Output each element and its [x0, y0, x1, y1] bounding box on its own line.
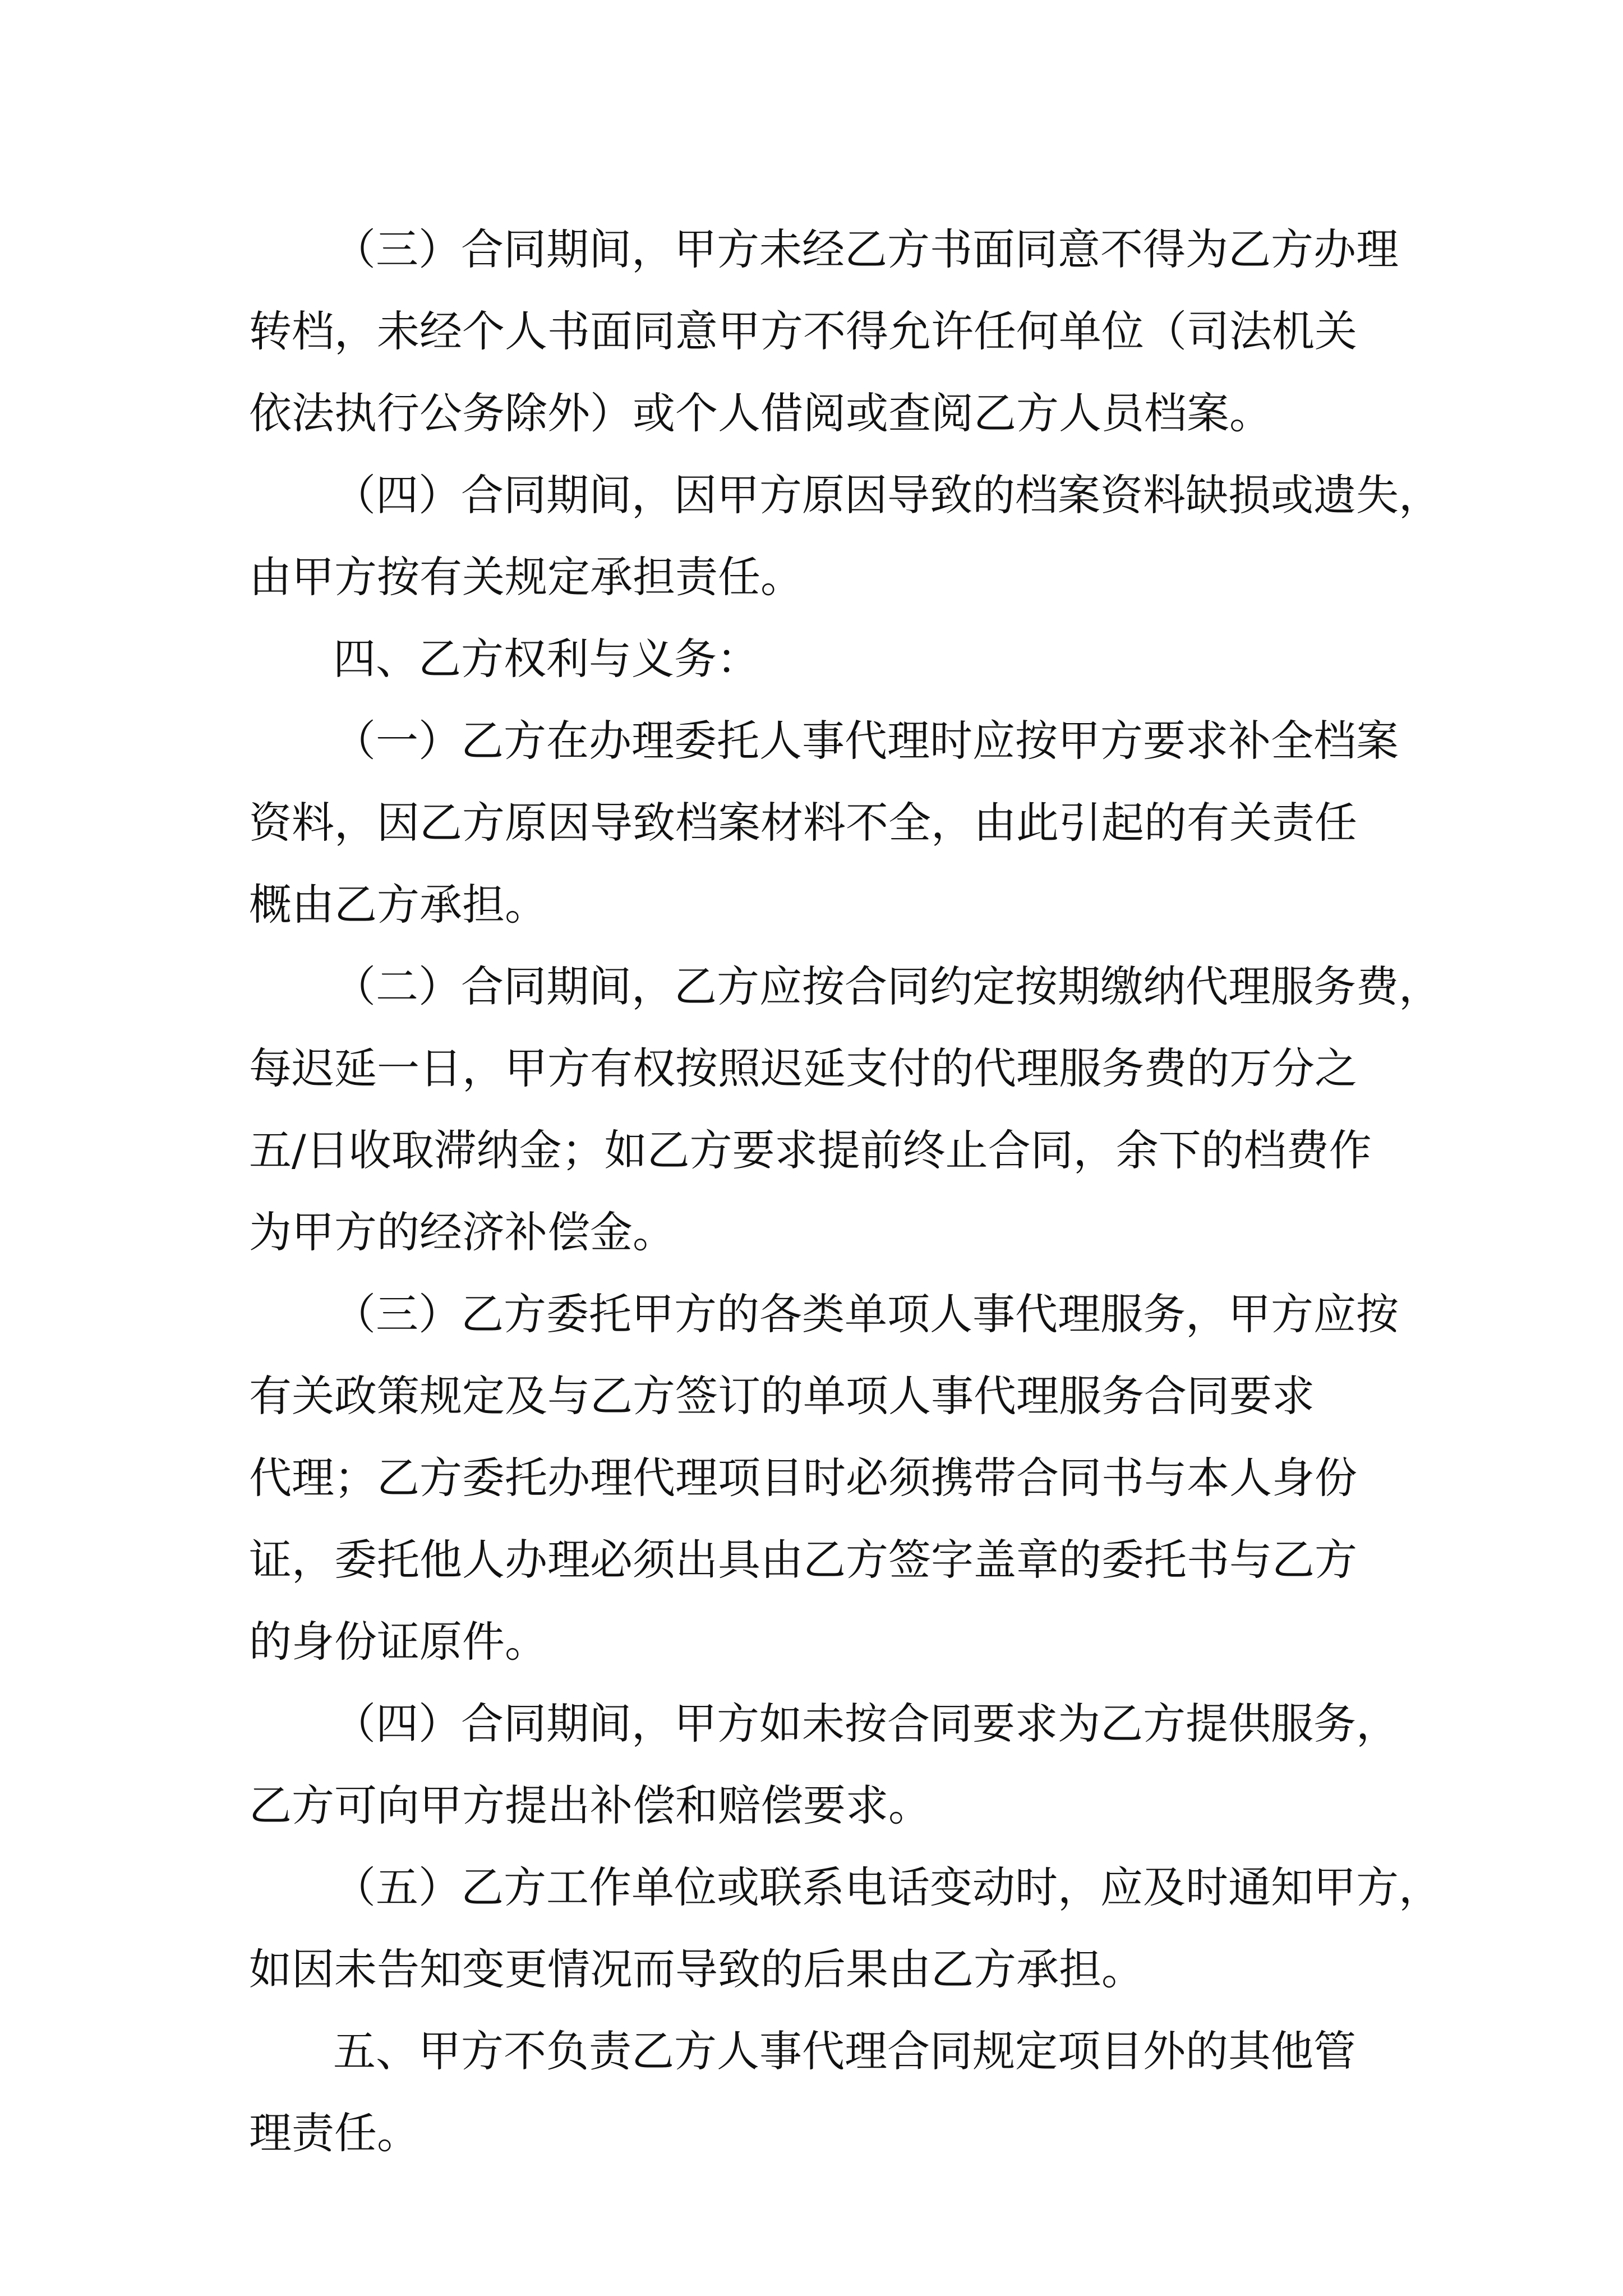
text-line: （四）合同期间，因甲方原因导致的档案资料缺损或遗失， [333, 470, 1441, 520]
text-line: 如因未告知变更情况而导致的后果由乙方承担。 [249, 1944, 1144, 1994]
text-line: 代理；乙方委托办理代理项目时必须携带合同书与本人身份 [249, 1453, 1357, 1503]
text-line: 为甲方的经济补偿金。 [249, 1207, 675, 1257]
text-line: 每迟延一日，甲方有权按照迟延支付的代理服务费的万分之 [249, 1043, 1357, 1093]
section-heading: 四、乙方权利与义务： [333, 634, 759, 684]
text-line: 转档，未经个人书面同意甲方不得允许任何单位（司法机关 [249, 306, 1357, 356]
text-line: 理责任。 [249, 2108, 419, 2158]
text-line: （三）合同期间，甲方未经乙方书面同意不得为乙方办理 [333, 224, 1399, 274]
contract-text [249, 209, 1441, 2174]
text-line: 依法执行公务除外）或个人借阅或查阅乙方人员档案。 [249, 388, 1272, 438]
text-line: （一）乙方在办理委托人事代理时应按甲方要求补全档案 [333, 716, 1399, 766]
text-line: 由甲方按有关规定承担责任。 [249, 552, 803, 602]
text-line: （二）合同期间，乙方应按合同约定按期缴纳代理服务费， [333, 961, 1441, 1011]
text-line: 证，委托他人办理必须出具由乙方签字盖章的委托书与乙方 [249, 1535, 1357, 1585]
text-line: 资料，因乙方原因导致档案材料不全，由此引起的有关责任 [249, 798, 1357, 848]
text-line: （四）合同期间，甲方如未按合同要求为乙方提供服务， [333, 1699, 1399, 1749]
section-heading: 五、甲方不负责乙方人事代理合同规定项目外的其他管 [333, 2026, 1356, 2076]
text-line: （三）乙方委托甲方的各类单项人事代理服务，甲方应按 [333, 1289, 1399, 1339]
text-line: 的身份证原件。 [249, 1617, 547, 1667]
text-line: （五）乙方工作单位或联系电话变动时，应及时通知甲方， [333, 1862, 1441, 1912]
text-line: 五/日收取滞纳金；如乙方要求提前终止合同，余下的档费作 [249, 1125, 1372, 1175]
text-line: 概由乙方承担。 [249, 880, 547, 930]
text-line: 有关政策规定及与乙方签订的单项人事代理服务合同要求 [249, 1371, 1315, 1421]
text-line: 乙方可向甲方提出补偿和赔偿要求。 [249, 1780, 931, 1830]
